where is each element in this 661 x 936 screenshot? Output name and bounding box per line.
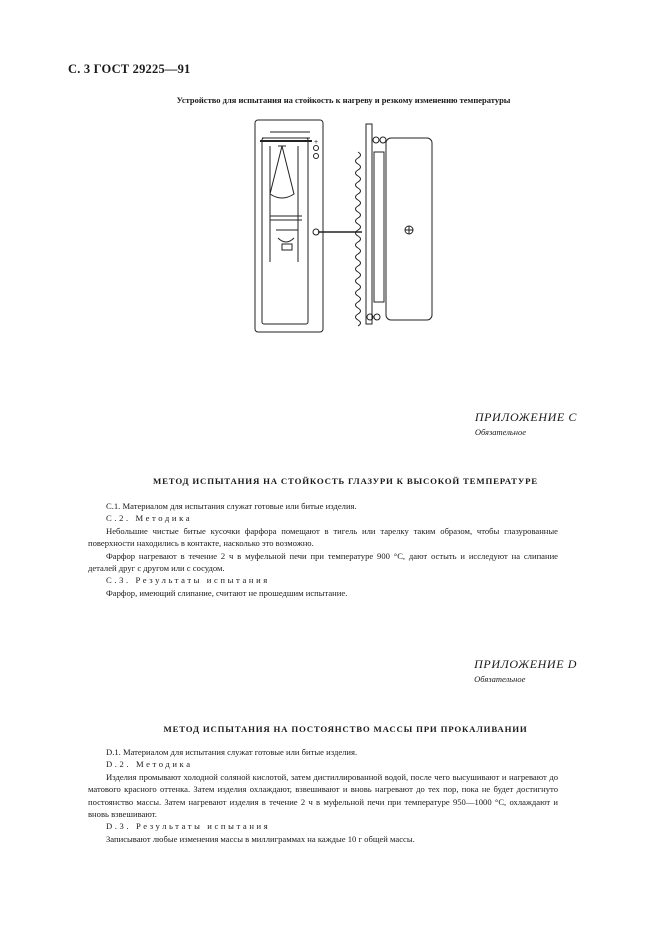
spring-coil bbox=[356, 152, 361, 326]
paragraph: Небольшие чистые битые кусочки фарфора помещают в тигель или тарелку таким образом, чтобы глазурованные поверхности находились в контакте, насколько это возможно. bbox=[88, 525, 558, 549]
subsection-heading: D.3. Результаты испытания bbox=[106, 821, 271, 832]
appendix-d-title: ПРИЛОЖЕНИЕ D bbox=[474, 657, 577, 671]
cabinet-inner bbox=[262, 138, 308, 324]
appendix-c-body bbox=[88, 500, 558, 599]
apparatus-drawing bbox=[240, 112, 450, 342]
subsection-heading: D.2. Методика bbox=[106, 759, 193, 770]
paragraph: D.1. Материалом для испытания служат готовые или битые изделия. bbox=[106, 747, 358, 757]
appendix-d-status: Обязательное bbox=[474, 674, 526, 684]
appendix-c-status: Обязательное bbox=[474, 427, 527, 437]
crucible-cone bbox=[270, 146, 294, 198]
appendix-c-title: ПРИЛОЖЕНИЕ С bbox=[474, 410, 577, 424]
furnace-post bbox=[366, 124, 372, 324]
plus-sign: + bbox=[314, 139, 319, 146]
appendix-c-section-title: МЕТОД ИСПЫТАНИЯ НА СТОЙКОСТЬ ГЛАЗУРИ К ВЫСОКОЙ ТЕМПЕРАТУРЕ bbox=[153, 476, 538, 486]
paragraph: Записывают любые изменения массы в миллиграммах на каждые 10 г общей массы. bbox=[106, 833, 415, 844]
subsection-heading: С.2. Методика bbox=[106, 513, 193, 524]
appendix-d-body bbox=[88, 746, 558, 845]
page-header: С. 3 ГОСТ 29225—91 bbox=[68, 62, 191, 76]
paragraph: Изделия промывают холодной соляной кислотой, затем дистиллированной водой, после чего высушивают и нагревают до матового красного оттенка. Затем изделия охлаждают, взвешивают и вновь нагревают до тех пор, пока не будет достигнуто постоянство массы. Затем нагревают изделия в течение 2 ч в муфельной печи при температуре 950—1000 °С, охлаждают и вновь взвешивают. bbox=[88, 771, 558, 820]
paragraph: Фарфор нагревают в течение 2 ч в муфельной печи при температуре 900 °С, дают остыть и исследуют на слипание деталей друг с другом или с сосудом. bbox=[88, 550, 558, 574]
cabinet-outer bbox=[255, 120, 323, 332]
apparatus-figure bbox=[240, 112, 450, 342]
paragraph: Фарфор, имеющий слипание, считают не прошедшим испытание. bbox=[106, 587, 348, 598]
appendix-d-section-title: МЕТОД ИСПЫТАНИЯ НА ПОСТОЯНСТВО МАССЫ ПРИ ПРОКАЛИВАНИИ bbox=[163, 724, 528, 734]
appendix-c-heading bbox=[475, 410, 577, 437]
figure-caption: Устройство для испытания на стойкость к нагреву и резкому изменению температуры bbox=[176, 95, 511, 105]
appendix-d-heading bbox=[474, 657, 577, 684]
paragraph: С.1. Материалом для испытания служат готовые или битые изделия. bbox=[106, 501, 357, 511]
subsection-heading: С.3. Результаты испытания bbox=[106, 575, 270, 586]
